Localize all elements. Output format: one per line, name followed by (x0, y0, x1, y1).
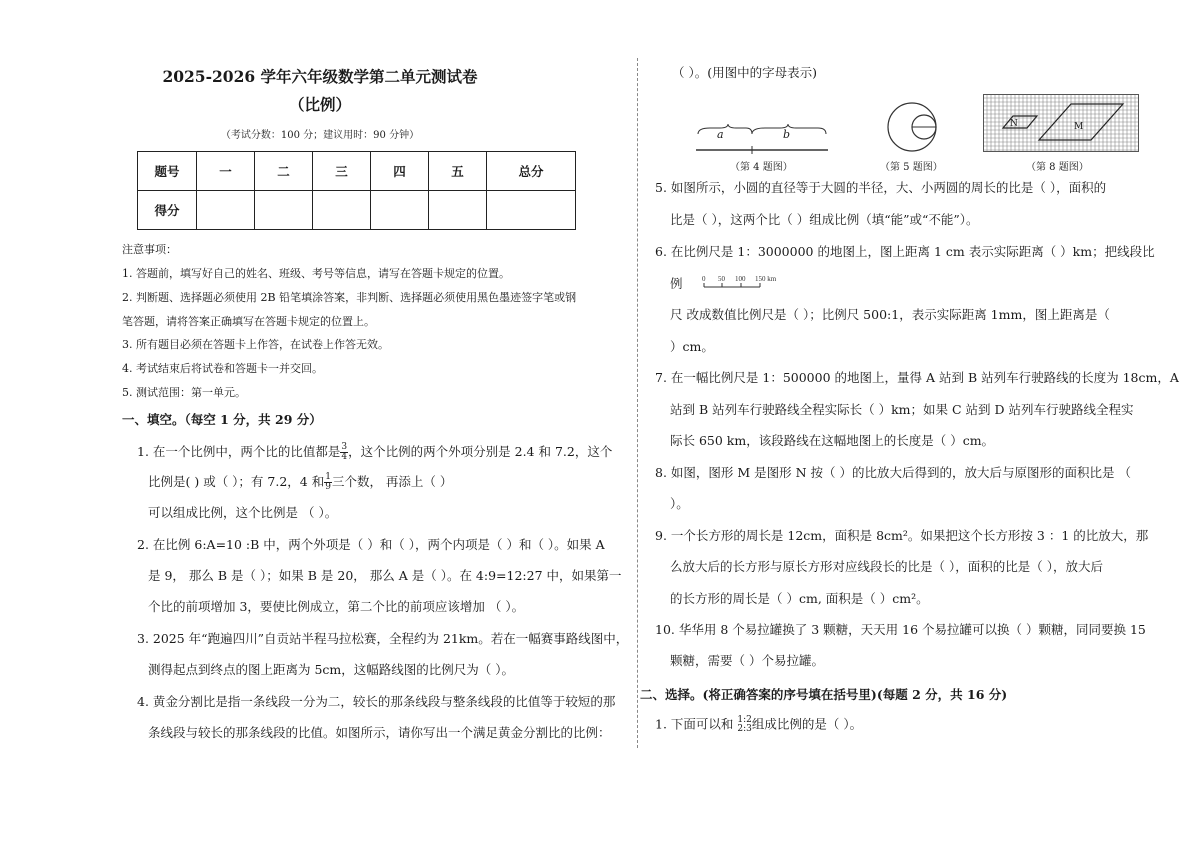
choice-question-1 (655, 716, 862, 734)
question-text: 颗糖，需要（ ）个易拉罐。 (670, 653, 824, 668)
question-7: 7. 在一幅比例尺是 1：500000 的地图上，量得 A 站到 B 站列车行驶路线的长度为 18cm，A (655, 370, 1179, 385)
page-title: 2025-2026 学年六年级数学第二单元测试卷 (162, 67, 478, 86)
score-cell[interactable] (197, 191, 255, 230)
question-text: ）。 (670, 496, 689, 511)
table-cell: 题号 (138, 152, 197, 191)
score-cell[interactable] (255, 191, 313, 230)
question-text: 站到 B 站列车行驶路线全程实际长（ ）km；如果 C 站到 D 站列车行驶路线全程实 (670, 402, 1134, 417)
scale-label: 100 (735, 275, 746, 283)
question-6: 6. 在比例尺是 1：3000000 的地图上，图上距离 1 cm 表示实际距离（ ）km；把线段比 (655, 244, 1155, 259)
denominator: 9 (325, 482, 331, 492)
shape-n-label: N (1010, 119, 1018, 129)
table-cell: 三 (313, 152, 371, 191)
question-9: 9. 一个长方形的周长是 12cm，面积是 8cm²。如果把这个长方形按 3 ：1 的比放大，那 (655, 528, 1149, 543)
scale-label: 150 km (755, 275, 777, 283)
score-cell[interactable] (313, 191, 371, 230)
score-cell[interactable] (429, 191, 487, 230)
notes-title: 注意事项： (122, 243, 177, 256)
question-text: ，这个比例的两个外项分别是 2.4 和 7.2，这个 (348, 444, 613, 459)
figure-caption: （第 8 题图） (1026, 162, 1089, 173)
ratio-stack (737, 716, 751, 734)
table-cell: 四 (371, 152, 429, 191)
denominator: 4 (341, 452, 348, 462)
note-item: 1. 答题前，填写好自己的姓名、班级、考号等信息，请写在答题卡规定的位置。 (122, 267, 510, 280)
question-text: 么放大后的长方形与原长方形对应线段长的比是（ ），面积的比是（ ），放大后 (670, 559, 1103, 574)
segment-figure (690, 124, 835, 156)
question-text: 尺 改成数值比例尺是（ ）；比例尺 500:1，表示实际距离 1mm，图上距离是（ (670, 307, 1110, 322)
question-text: 1. 下面可以和 (655, 716, 734, 732)
label-b: b (783, 128, 791, 141)
question-text: 例 (670, 276, 683, 291)
question-3: 3. 2025 年“跑遍四川”自贡站半程马拉松赛，全程约为 21km。若在一幅赛事路线图中， (137, 631, 629, 646)
fraction (324, 473, 332, 492)
scale-label: 50 (718, 275, 725, 283)
question-text: 个比的前项增加 3，要使比例成立，第二个比的前项应该增加 （ ）。 (148, 599, 525, 614)
numerator: 3 (341, 442, 348, 452)
table-cell: 总分 (487, 152, 576, 191)
table-cell: 二 (255, 152, 313, 191)
fraction (340, 443, 348, 462)
question-text: 比例是( ) 或（ ）；有 7.2，4 和 (148, 474, 325, 489)
score-table (137, 151, 576, 230)
question-8: 8. 如图，图形 M 是图形 N 按（ ）的比放大后得到的，放大后与原图形的面积比是 （ (655, 465, 1131, 480)
score-cell[interactable] (487, 191, 576, 230)
exam-meta: （考试分数：100 分；建议用时：90 分钟） (220, 130, 420, 141)
question-text: ）cm。 (670, 339, 714, 354)
section-title: 二、选择。(将正确答案的序号填在括号里)(每题 2 分，共 16 分) (640, 687, 1008, 702)
note-item: 3. 所有题目必须在答题卡上作答，在试卷上作答无效。 (122, 338, 389, 351)
question-text: 是 9， 那么 B 是（ ）；如果 B 是 20， 那么 A 是（ ）。在 4:9=12:27 中，如果第一 (148, 568, 622, 583)
figure-caption: （第 4 题图） (730, 162, 793, 173)
note-item: 4. 考试结束后将试卷和答题卡一并交回。 (122, 362, 323, 375)
note-item: 5. 测试范围：第一单元。 (122, 386, 246, 399)
table-cell: 一 (197, 152, 255, 191)
numerator: 1 (325, 472, 331, 482)
brace-a (698, 124, 752, 134)
question-1 (137, 443, 612, 462)
question-text: 组成比例的是（ ）。 (751, 716, 863, 732)
score-table-header-row (138, 152, 576, 191)
figure-caption: （第 5 题图） (880, 162, 943, 173)
question-2: 2. 在比例 6:A=10 :B 中，两个外项是（ ）和（ ），两个内项是（ ）和（ ）。如果 A (137, 537, 605, 552)
question-text: 际长 650 km，该段路线在这幅地图上的长度是（ ）cm。 (670, 433, 995, 448)
scale-label: 0 (702, 275, 706, 283)
circles-figure (885, 100, 945, 156)
ratio-top: 1:2 (737, 715, 752, 725)
label-a: a (717, 128, 724, 141)
note-item: 笔答题，请将答案正确填写在答题卡规定的位置上。 (122, 315, 375, 328)
table-cell: 五 (429, 152, 487, 191)
question-10: 10. 华华用 8 个易拉罐换了 3 颗糖，天天用 16 个易拉罐可以换（ ）颗糖，同同要换 15 (655, 622, 1146, 637)
scale-bar (700, 273, 796, 293)
question-text: 1. 在一个比例中，两个比的比值都是 (137, 444, 341, 459)
question-text: 可以组成比例，这个比例是 （ ）。 (148, 505, 338, 520)
column-divider (637, 58, 638, 748)
question-text: 比是（ ），这两个比（ ）组成比例（填“能”或“不能”）。 (670, 212, 979, 227)
question-4-answer: （ ）。(用图中的字母表示) (672, 65, 817, 80)
question-text: 的长方形的周长是（ ）cm, 面积是（ ）cm²。 (670, 591, 929, 606)
note-item: 2. 判断题、选择题必须使用 2B 铅笔填涂答案，非判断、选择题必须使用黑色墨迹签字笔或钢 (122, 291, 577, 304)
score-cell[interactable] (371, 191, 429, 230)
question-4: 4. 黄金分割比是指一条线段一分为二，较长的那条线段与整条线段的比值等于较短的那 (137, 694, 616, 709)
grid-figure (983, 94, 1139, 152)
score-table-row (138, 191, 576, 230)
ratio-bottom: 2:3 (737, 724, 752, 734)
question-text: 条线段与较长的那条线段的比值。如图所示，请你写出一个满足黄金分割比的比例： (148, 725, 611, 740)
question-1-line2 (148, 473, 452, 492)
question-5: 5. 如图所示，小圆的直径等于大圆的半径，大、小两圆的周长的比是（ ），面积的 (655, 180, 1107, 195)
page-subtitle: （比例） (288, 95, 351, 114)
shape-m-label: M (1074, 122, 1084, 132)
question-text: 测得起点到终点的图上距离为 5cm，这幅路线图的比例尺为（ ）。 (148, 662, 515, 677)
table-cell: 得分 (138, 191, 197, 230)
section-title: 一、填空。（每空 1 分，共 29 分） (122, 412, 322, 427)
question-text: 三个数， 再添上（ ） (331, 474, 453, 489)
